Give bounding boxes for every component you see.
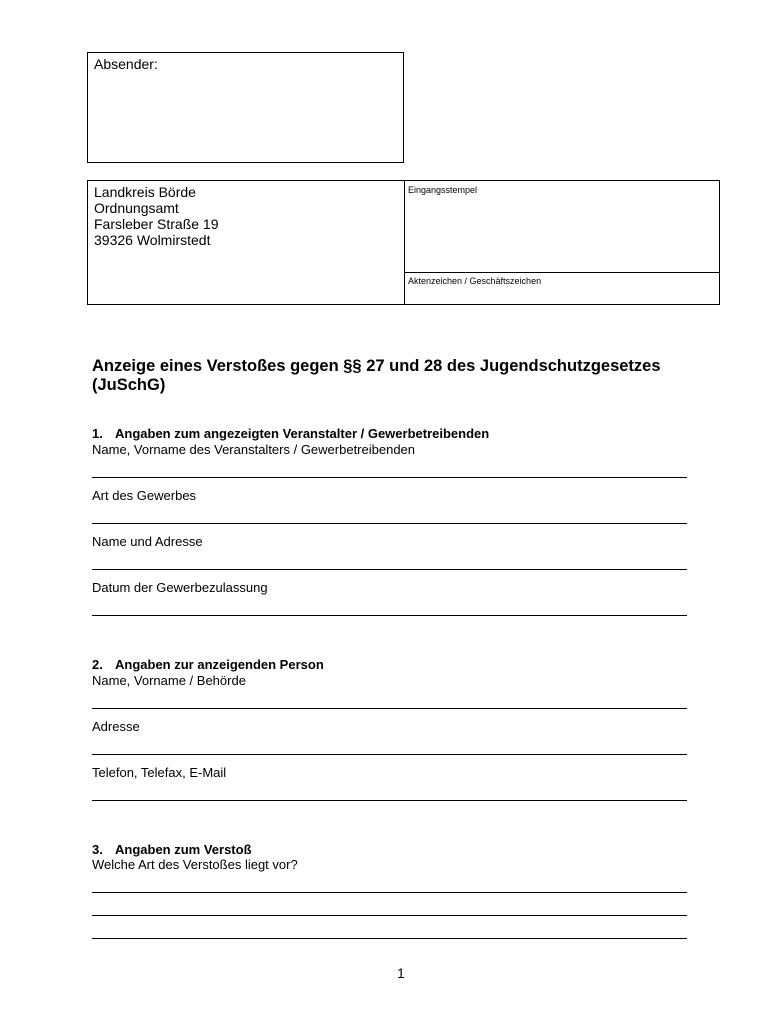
- section-heading: [92, 426, 489, 441]
- answer-line[interactable]: [92, 938, 687, 939]
- answer-line[interactable]: [92, 569, 687, 570]
- section-title: Angaben zum angezeigten Veranstalter / Gewerbetreibenden: [115, 426, 490, 441]
- sender-box[interactable]: [87, 52, 404, 163]
- section-heading: [92, 842, 252, 857]
- reference-field-label: Aktenzeichen / Geschäftszeichen: [408, 276, 542, 286]
- field-label: Art des Gewerbes: [92, 488, 197, 503]
- answer-line[interactable]: [92, 523, 687, 524]
- answer-line[interactable]: [92, 915, 687, 916]
- section-title: Angaben zum Verstoß: [115, 842, 252, 857]
- answer-line[interactable]: [92, 615, 687, 616]
- box-divider: [404, 272, 719, 273]
- field-label: Telefon, Telefax, E-Mail: [92, 765, 227, 780]
- recipient-line: 39326 Wolmirstedt: [94, 232, 211, 248]
- recipient-line: Farsleber Straße 19: [94, 216, 219, 232]
- answer-line[interactable]: [92, 708, 687, 709]
- field-label: Name, Vorname / Behörde: [92, 673, 246, 688]
- field-label: Welche Art des Verstoßes liegt vor?: [92, 857, 298, 872]
- answer-line[interactable]: [92, 477, 687, 478]
- form-title: [92, 357, 722, 395]
- stamp-field-label: Eingangsstempel: [408, 185, 478, 195]
- section-number: 1.: [92, 426, 103, 441]
- answer-line[interactable]: [92, 892, 687, 893]
- page-number: 1: [397, 965, 405, 981]
- section-number: 2.: [92, 657, 103, 672]
- field-label: Datum der Gewerbezulassung: [92, 580, 268, 595]
- form-title-line: (JuSchG): [92, 376, 166, 394]
- recipient-line: Landkreis Börde: [94, 184, 196, 200]
- recipient-line: Ordnungsamt: [94, 200, 179, 216]
- answer-line[interactable]: [92, 754, 687, 755]
- section-number: 3.: [92, 842, 103, 857]
- field-label: Adresse: [92, 719, 140, 734]
- recipient-address: [94, 184, 219, 248]
- field-label: Name, Vorname des Veranstalters / Gewerbetreibenden: [92, 442, 416, 457]
- section-heading: [92, 657, 324, 672]
- answer-line[interactable]: [92, 800, 687, 801]
- sender-label: Absender:: [94, 56, 158, 72]
- field-label: Name und Adresse: [92, 534, 203, 549]
- recipient-box: [87, 180, 720, 305]
- box-divider: [404, 181, 405, 304]
- form-title-line: Anzeige eines Verstoßes gegen §§ 27 und 28 des Jugendschutzgesetzes: [92, 357, 661, 375]
- section-title: Angaben zur anzeigenden Person: [115, 657, 324, 672]
